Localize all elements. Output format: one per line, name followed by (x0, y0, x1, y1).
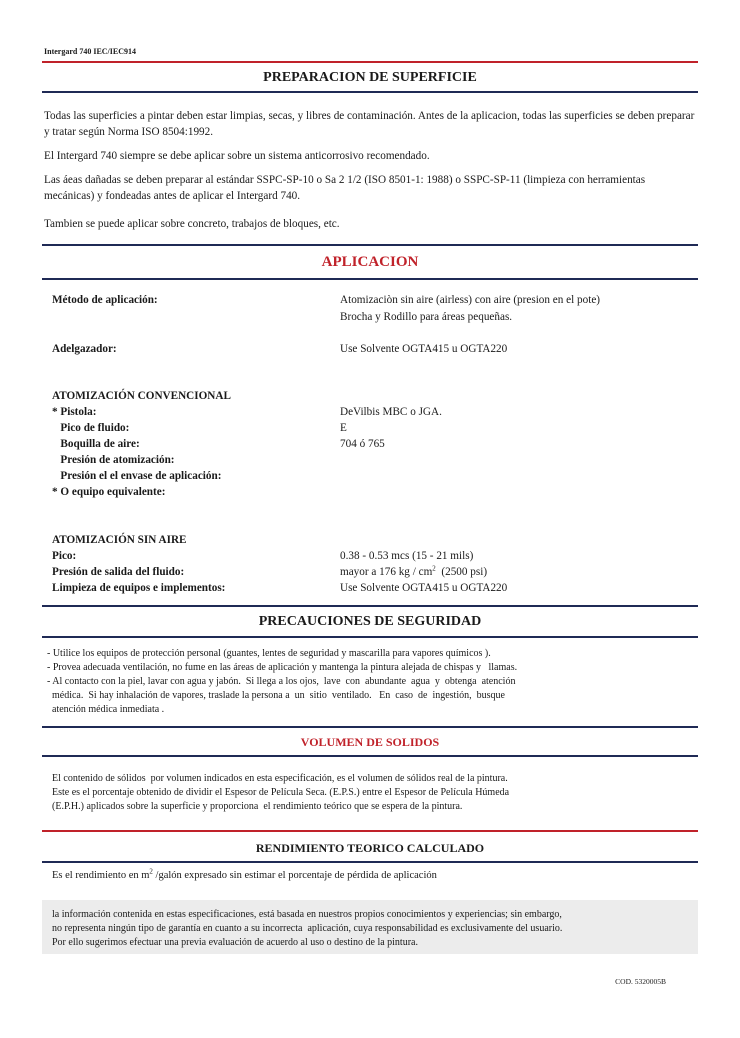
section-title-preparacion: PREPARACION DE SUPERFICIE (263, 70, 477, 85)
disclaimer-line: la información contenida en estas especificaciones, está basada en nuestros propios conocimientos y experiencias; sin embargo, (52, 909, 562, 920)
volumen-line: (E.P.H.) aplicados sobre la superficie y proporciona el rendimiento teórico que se espera de la pintura. (52, 801, 463, 812)
conv-value: DeVilbis MBC o JGA. (340, 406, 442, 418)
disclaimer-line: Por ello sugerimos efectuar una previa evaluación de acuerdo al uso o destino de la pintura. (52, 937, 418, 948)
section-title-seguridad: PRECAUCIONES DE SEGURIDAD (258, 614, 482, 629)
seguridad-line: - Al contacto con la piel, lavar con agua y jabón. Si llega a los ojos, lave con abundante agua y obtenga atención (47, 676, 516, 687)
metodo-value-2: Brocha y Rodillo para áreas pequeñas. (340, 311, 513, 323)
seguridad-line: - Provea adecuada ventilación, no fume en las áreas de aplicación y mantenga la pintura alejada de chispas y llamas. (47, 662, 518, 673)
rendimiento-text-b: /galón expresado sin estimar el porcentaje de pérdida de aplicación (152, 870, 437, 881)
atomizacion-sin-aire-title: ATOMIZACIÓN SIN AIRE (52, 534, 187, 546)
pico-label: Pico: (52, 550, 77, 562)
preparacion-paragraph-1: Todas las superficies a pintar deben estar limpias, secas, y libres de contaminación. Antes de la aplicacion, todas las superficies se deben preparar y tratar según Norma ISO 8504:1992. (44, 110, 695, 138)
document-code: COD. 5320005B (615, 977, 666, 986)
presion-superscript: 2 (432, 564, 436, 573)
rendimiento-text (52, 869, 437, 883)
conv-label: * O equipo equivalente: (52, 486, 166, 498)
conv-label: Presión el el envase de aplicación: (52, 470, 222, 482)
volumen-line: El contenido de sólidos por volumen indicados en esta especificación, es el volumen de sólidos real de la pintura. (52, 773, 508, 784)
document-id: Intergard 740 IEC/IEC914 (44, 47, 137, 56)
section-header-volumen (42, 726, 698, 757)
adelgazador-label: Adelgazador: (52, 343, 117, 355)
rendimiento-text-a: Es el rendimiento en m (52, 870, 150, 881)
conv-value: 704 ó 765 (340, 438, 385, 450)
conv-label: * Pistola: (52, 406, 97, 418)
preparacion-paragraph-2: El Intergard 740 siempre se debe aplicar sobre un sistema anticorrosivo recomendado. (44, 150, 430, 162)
conv-label: Boquilla de aire: (52, 438, 140, 450)
section-title-volumen: VOLUMEN DE SOLIDOS (300, 735, 440, 749)
presion-value-a: mayor a 176 kg / cm (340, 566, 433, 578)
pico-value: 0.38 - 0.53 mcs (15 - 21 mils) (340, 550, 474, 562)
section-header-rendimiento (42, 830, 698, 863)
adelgazador-value: Use Solvente OGTA415 u OGTA220 (340, 343, 508, 355)
section-title-rendimiento: RENDIMIENTO TEORICO CALCULADO (255, 841, 485, 855)
presion-value (340, 564, 487, 580)
metodo-label: Método de aplicación: (52, 294, 158, 306)
seguridad-line: - Utilice los equipos de protección personal (guantes, lentes de seguridad y mascarilla para vapores químicos ). (47, 648, 491, 659)
rendimiento-superscript: 2 (149, 867, 153, 876)
presion-label: Presión de salida del fluido: (52, 566, 185, 578)
disclaimer-box (42, 900, 698, 954)
preparacion-paragraph-3: Las áeas dañadas se deben preparar al estándar SSPC-SP-10 o Sa 2 1/2 (ISO 8501-1: 1988) o SSPC-SP-11 (limpieza con herramientas mecánicas) y fondeadas antes de aplicar el Intergard 740. (44, 174, 646, 202)
limpieza-value: Use Solvente OGTA415 u OGTA220 (340, 582, 508, 594)
atomizacion-convencional-title: ATOMIZACIÓN CONVENCIONAL (52, 390, 231, 402)
section-header-preparacion (42, 61, 698, 93)
section-header-aplicacion (42, 244, 698, 280)
conv-label: Pico de fluido: (52, 422, 130, 434)
conv-value: E (340, 422, 347, 434)
volumen-line: Este es el porcentaje obtenido de dividir el Espesor de Película Seca. (E.P.S.) entre el Espesor de Película Húmeda (52, 787, 510, 798)
disclaimer-line: no representa ningún tipo de garantía en cuanto a su incorrecta aplicación, cuya responsabilidad es exclusivamente del usuario. (52, 923, 563, 934)
metodo-value-1: Atomizaciòn sin aire (airless) con aire (presion en el pote) (340, 294, 601, 306)
presion-value-b: (2500 psi) (435, 566, 488, 578)
preparacion-paragraph-4: Tambien se puede aplicar sobre concreto, trabajos de bloques, etc. (44, 218, 340, 230)
seguridad-line: atención médica inmediata . (47, 704, 165, 715)
section-title-aplicacion: APLICACION (321, 254, 419, 270)
conv-label: Presión de atomización: (52, 454, 175, 466)
seguridad-line: médica. Si hay inhalación de vapores, traslade la persona a un sitio ventilado. En caso de ingestión, busque (47, 690, 505, 701)
limpieza-label: Limpieza de equipos e implementos: (52, 582, 226, 594)
section-header-seguridad (42, 605, 698, 638)
